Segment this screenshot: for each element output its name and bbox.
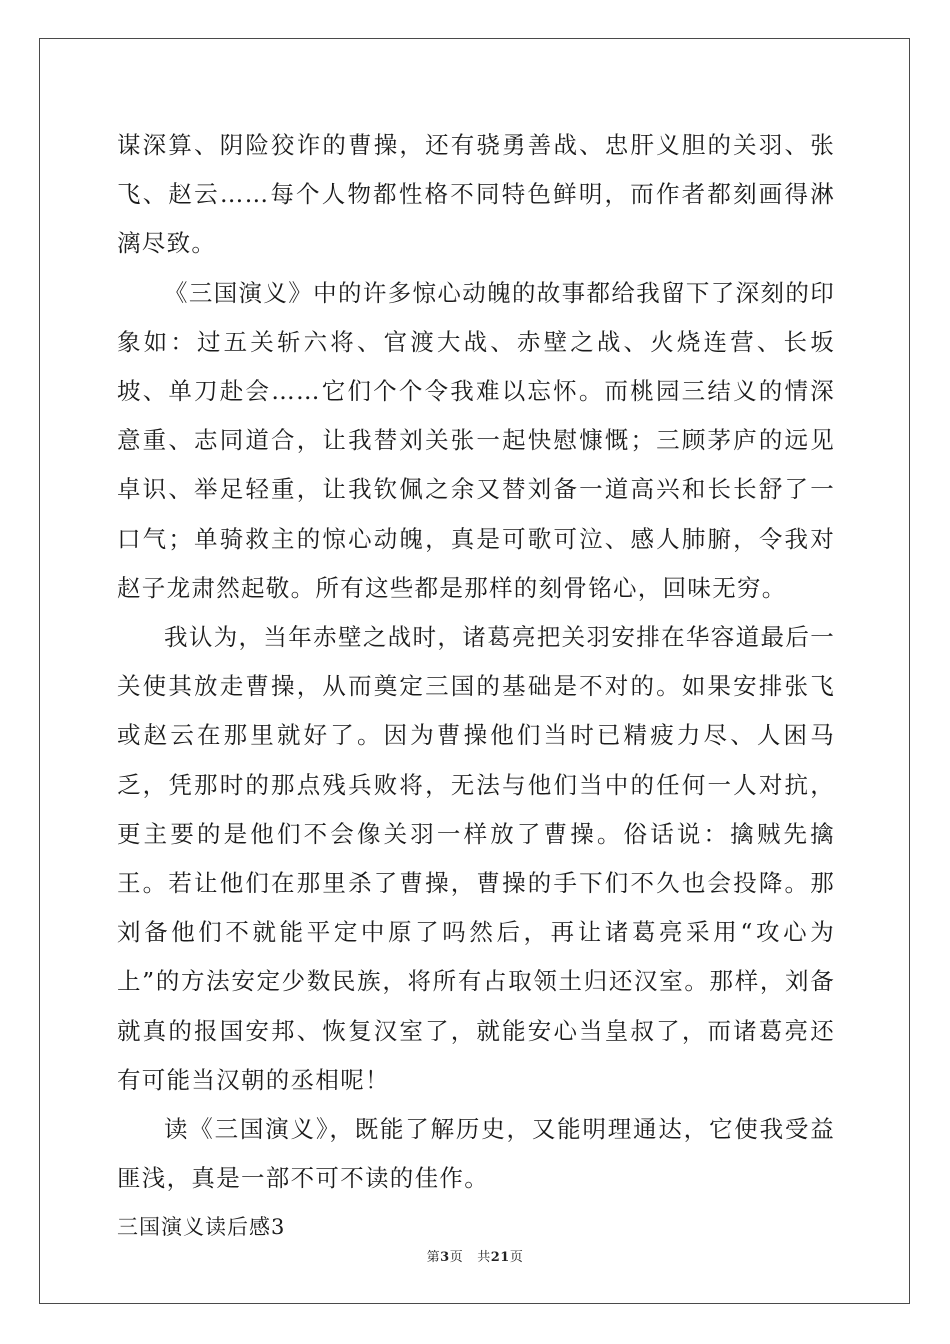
paragraph-2: 《三国演义》中的许多惊心动魄的故事都给我留下了深刻的印象如：过五关斩六将、官渡大战、赤壁之战、火烧连营、长坂坡、单刀赴会……它们个个令我难以忘怀。而桃园三结义的情深意重、志同道合，让我替刘关张一起快慰慷慨；三顾茅庐的远见卓识、举足轻重，让我钦佩之余又替刘备一道高兴和长长舒了一口气；单骑救主的惊心动魄，真是可歌可泣、感人肺腑，令我对赵子龙肃然起敬。所有这些都是那样的刻骨铭心，回味无穷。 [117,278,835,602]
page-number: 3 [440,1250,450,1265]
paragraph-3: 我认为，当年赤壁之战时，诸葛亮把关羽安排在华容道最后一关使其放走曹操，从而奠定三国的基础是不对的。如果安排张飞或赵云在那里就好了。因为曹操他们当时已精疲力尽、人困马乏，凭那时的那点残兵败将，无法与他们当中的任何一人对抗，更主要的是他们不会像关羽一样放了曹操。俗话说：擒贼先擒王。若让他们在那里杀了曹操，曹操的手下们不久也会投降。那刘备他们不就能平定中原了吗然后，再让诸葛亮采用“攻心为上”的方法安定少数民族，将所有占取领土归还汉室。那样，刘备就真的报国安邦、恢复汉室了，就能安心当皇叔了，而诸葛亮还有可能当汉朝的丞相呢！ [117,623,835,1094]
page-suffix: 页 [449,1250,464,1265]
document-body [117,121,835,1253]
total-prefix: 共 [477,1250,491,1265]
paragraph-4: 读《三国演义》，既能了解历史，又能明理通达，它使我受益匪浅，真是一部不可不读的佳作。 [117,1115,835,1193]
section-heading: 三国演义读后感3 [117,1215,286,1240]
total-suffix: 页 [509,1250,524,1265]
page-prefix: 第 [426,1250,441,1265]
page-footer [0,1246,950,1265]
total-pages: 21 [490,1250,510,1265]
paragraph-1: 谋深算、阴险狡诈的曹操，还有骁勇善战、忠肝义胆的关羽、张飞、赵云……每个人物都性格不同特色鲜明，而作者都刻画得淋漓尽致。 [117,131,835,258]
